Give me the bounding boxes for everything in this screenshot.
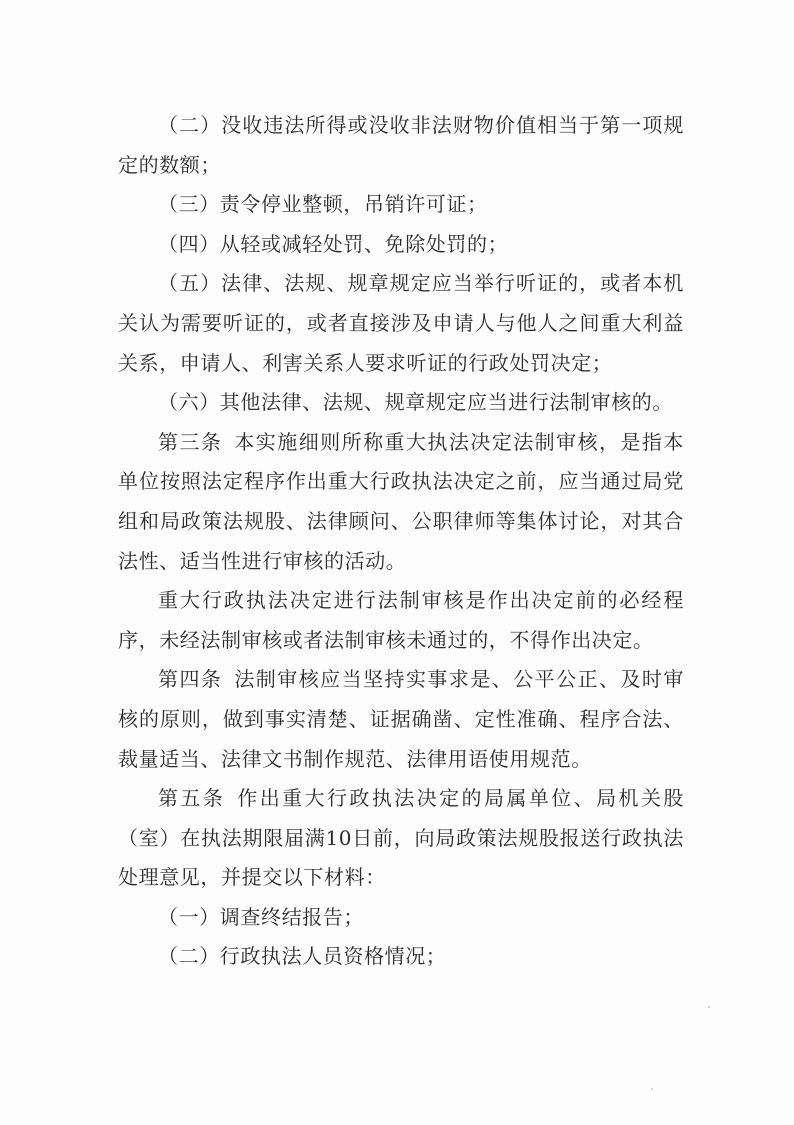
- article-4: [118, 660, 684, 779]
- paragraph-item-5: （五）法律、法规、规章规定应当举行听证的，或者本机关认为需要听证的，或者直接涉及申请人与他人之间重大利益关系，申请人、利害关系人要求听证的行政处罚决定；: [118, 271, 684, 375]
- paragraph-item-4: （四）从轻或减轻处罚、免除处罚的；: [158, 231, 509, 256]
- article-3-text: 本实施细则所称重大执法决定法制审核，是指本单位按照法定程序作出重大行政执法决定之前，应当通过局党组和局政策法规股、法律顾问、公职律师等集体讨论，对其合法性、适当性进行审核的活动。: [118, 429, 684, 573]
- material-item-1: （一）调查终结报告；: [158, 904, 364, 929]
- article-5-text: 作出重大行政执法决定的局属单位、局机关股（室）在执法期限届满10日前，向局政策法规股报送行政执法处理意见，并提交以下材料：: [118, 786, 684, 890]
- article-3-label: 第三条: [158, 429, 223, 454]
- article-3: [118, 423, 684, 581]
- article-5: [118, 779, 684, 898]
- scan-speck: [708, 1006, 710, 1008]
- article-4-text: 法制审核应当坚持实事求是、公平公正、及时审核的原则，做到事实清楚、证据确凿、定性准确、程序合法、裁量适当、法律文书制作规范、法律用语使用规范。: [118, 667, 684, 771]
- material-item-2: （二）行政执法人员资格情况；: [158, 944, 447, 969]
- paragraph-item-3: （三）责令停业整顿，吊销许可证；: [158, 192, 488, 217]
- article-5-label: 第五条: [158, 786, 226, 811]
- scan-speck: [651, 1088, 653, 1090]
- paragraph-item-2: （二）没收违法所得或没收非法财物价值相当于第一项规定的数额；: [118, 113, 684, 177]
- article-4-label: 第四条: [158, 667, 223, 692]
- paragraph-item-6: （六）其他法律、法规、规章规定应当进行法制审核的。: [158, 390, 673, 415]
- document-body: [118, 106, 684, 977]
- article-3-paragraph-2: 重大行政执法决定进行法制审核是作出决定前的必经程序，未经法制审核或者法制审核未通过的，不得作出决定。: [118, 588, 684, 652]
